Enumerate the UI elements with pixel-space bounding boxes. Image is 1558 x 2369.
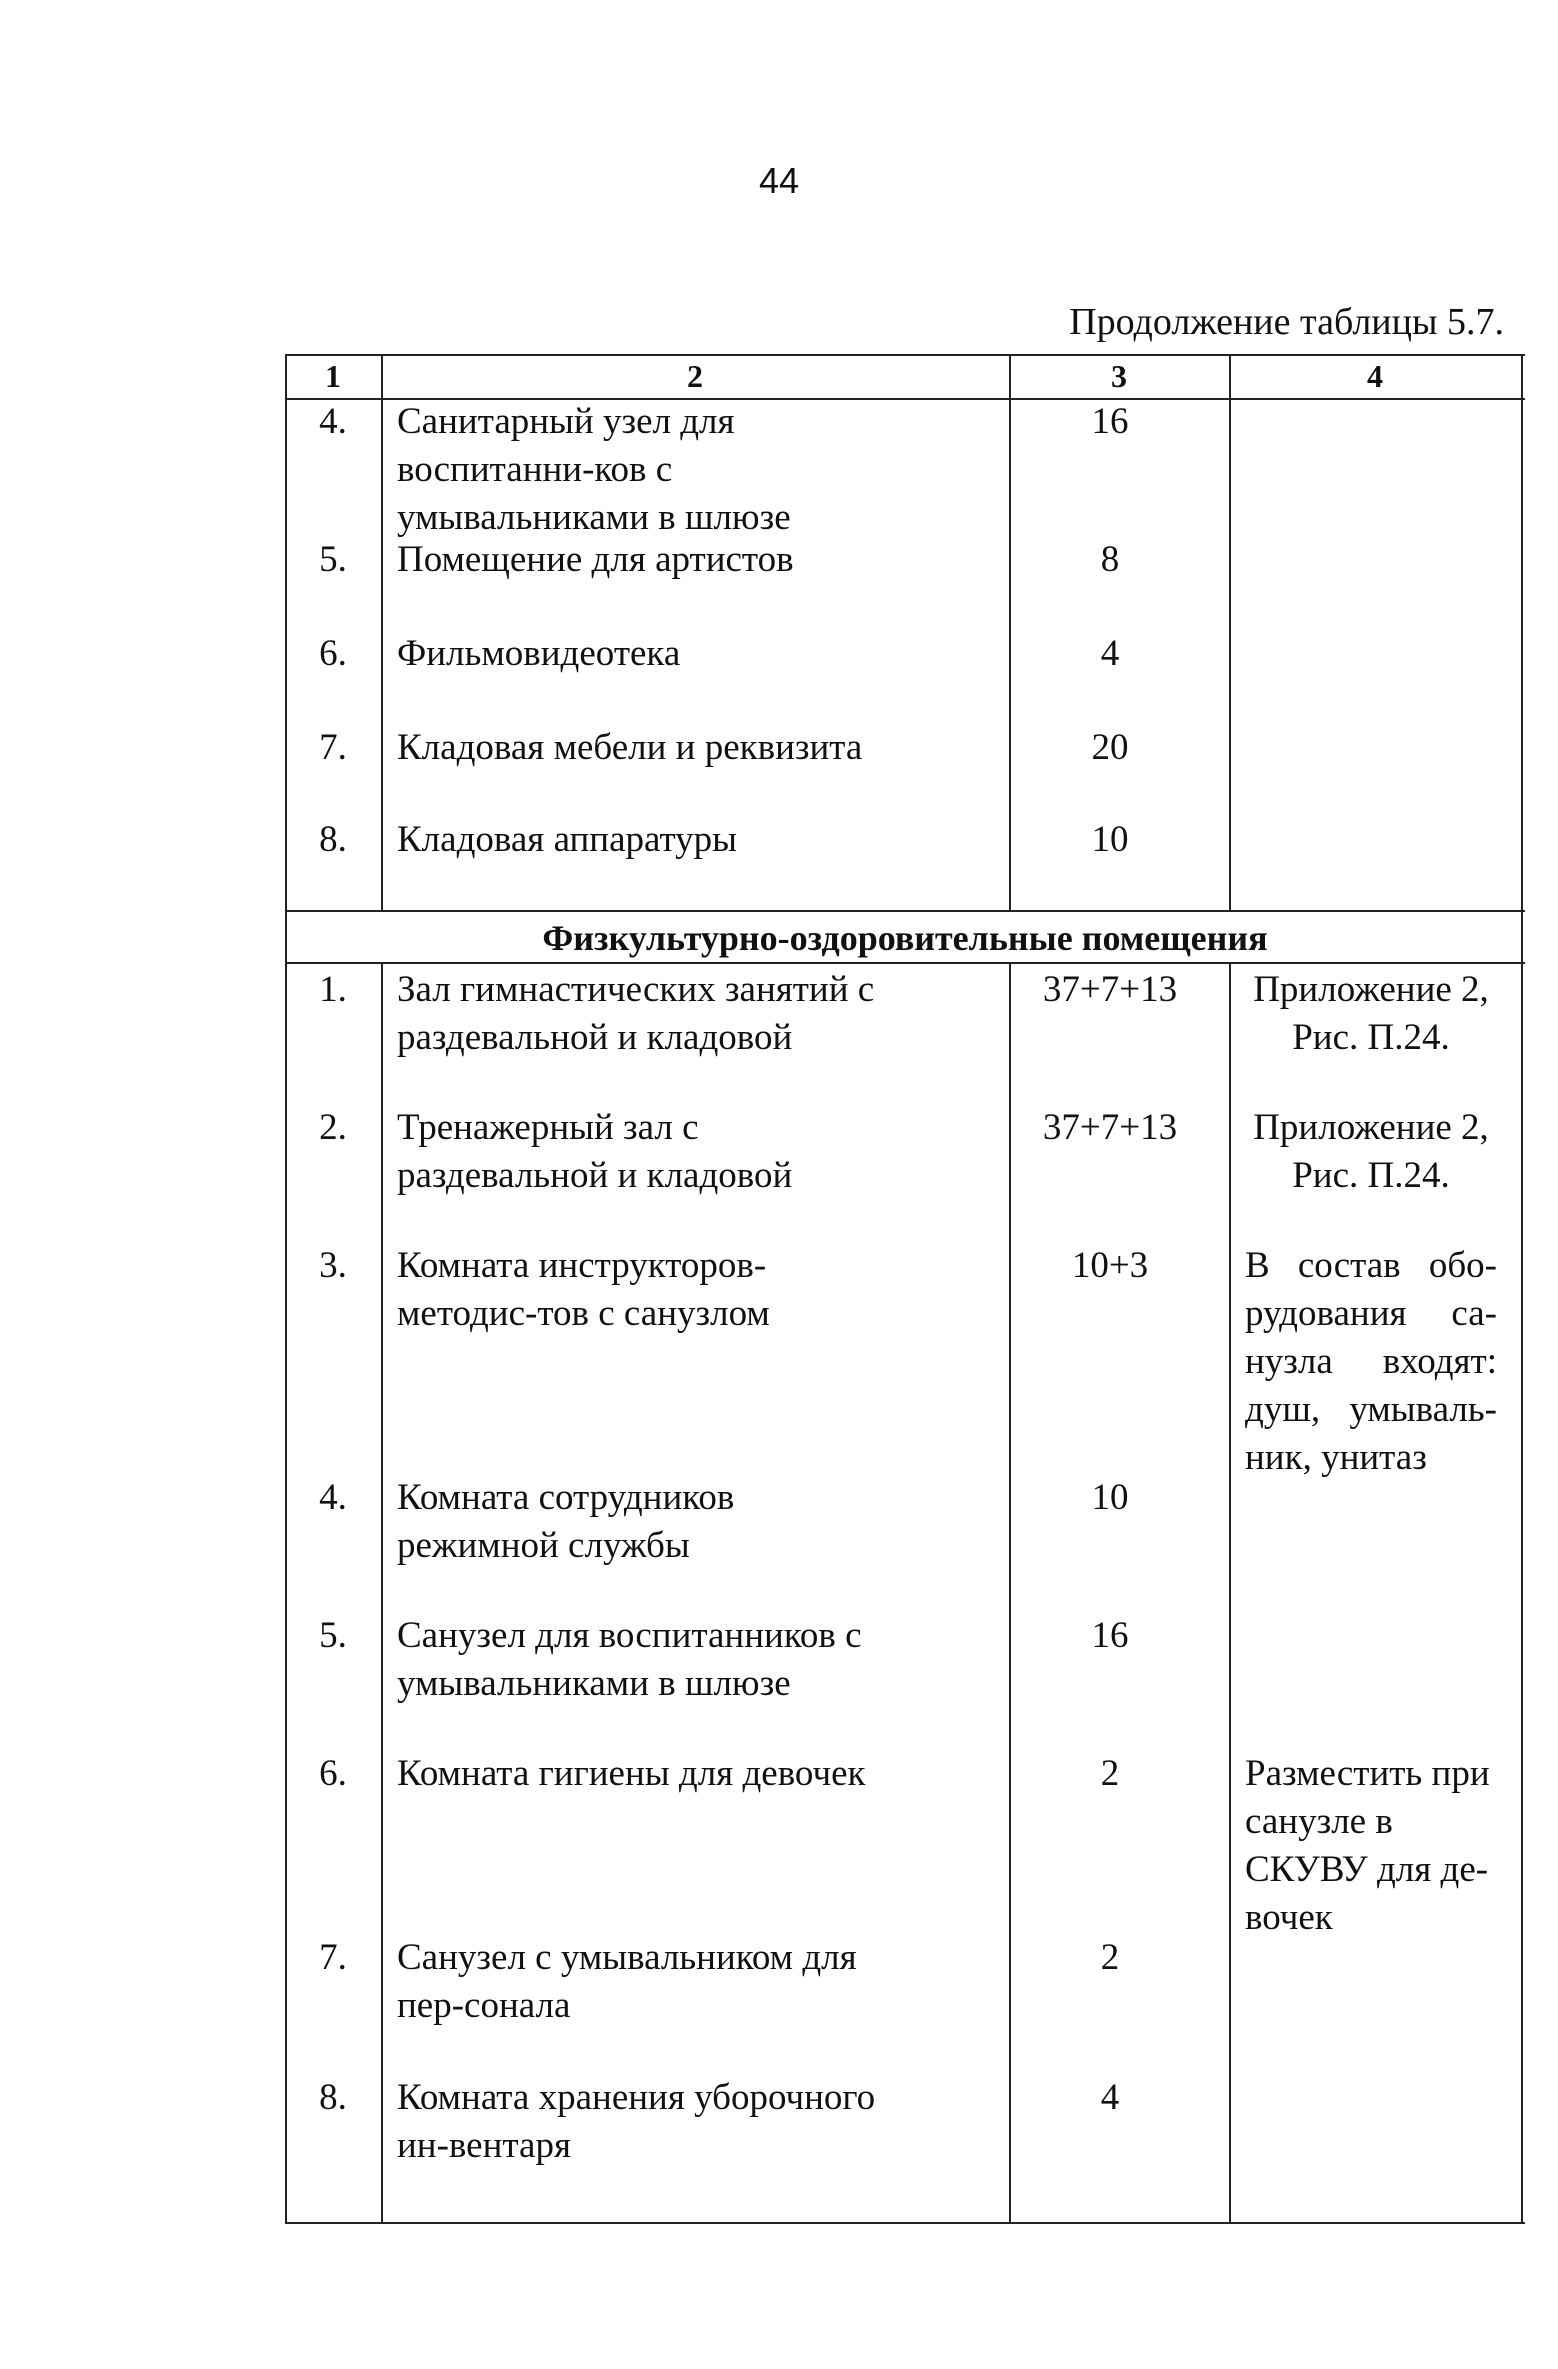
row-name: Санузел для воспитанников с умывальниками в шлюзе <box>397 1615 862 1704</box>
row-name: Кладовая мебели и реквизита <box>397 727 863 768</box>
row-number: 8. <box>319 2077 347 2118</box>
row-number: 6. <box>319 633 347 674</box>
row-number: 2. <box>319 1107 347 1148</box>
col1-divider-top <box>381 354 383 910</box>
table-caption: Продолжение таблицы 5.7. <box>1069 301 1504 343</box>
row-quantity: 37+7+13 <box>1042 969 1178 1010</box>
row-quantity: 16 <box>1091 401 1129 442</box>
table-bottom-border <box>285 2222 1525 2224</box>
row-quantity: 4 <box>1100 2077 1120 2118</box>
col2-divider-top <box>1009 354 1011 910</box>
row-note: Приложение 2, Рис. П.24. <box>1253 969 1489 1058</box>
section-top-border <box>285 910 1525 912</box>
row-number: 4. <box>319 1477 347 1518</box>
table-right-border <box>1521 354 1523 2224</box>
header-col-1: 1 <box>325 358 341 394</box>
row-quantity: 10 <box>1091 819 1129 860</box>
rooms-table <box>285 354 1525 2224</box>
row-name: Комната инструкторов-методис-тов с санузлом <box>397 1245 770 1334</box>
section-bottom-border <box>285 962 1525 964</box>
row-number: 5. <box>319 539 347 580</box>
row-number: 5. <box>319 1615 347 1656</box>
col3-divider-bottom <box>1229 962 1231 2224</box>
row-name: Тренажерный зал с раздевальной и кладовой <box>397 1107 793 1196</box>
section-title: Физкультурно-оздоровительные помещения <box>542 918 1268 958</box>
row-number: 7. <box>319 727 347 768</box>
header-col-3: 3 <box>1111 358 1127 394</box>
row-note: Разместить при санузле в СКУВУ для де-вочек <box>1245 1753 1490 1938</box>
page-number: 44 <box>758 160 800 201</box>
col2-divider-bottom <box>1009 962 1011 2224</box>
row-quantity: 10 <box>1091 1477 1129 1518</box>
row-name: Кладовая аппаратуры <box>397 819 738 860</box>
row-quantity: 20 <box>1091 727 1129 768</box>
row-number: 6. <box>319 1753 347 1794</box>
row-name: Комната гигиены для девочек <box>397 1753 866 1794</box>
row-note: В состав обо-рудования са-нузла входят: душ, умываль-ник, унитаз <box>1245 1245 1497 1478</box>
row-number: 1. <box>319 969 347 1010</box>
row-name: Зал гимнастических занятий с раздевальной и кладовой <box>397 969 875 1058</box>
row-number: 4. <box>319 401 347 442</box>
col3-divider-top <box>1229 354 1231 910</box>
col1-divider-bottom <box>381 962 383 2224</box>
row-number: 7. <box>319 1937 347 1978</box>
row-name: Санузел с умывальником для пер-сонала <box>397 1937 857 2026</box>
header-col-2: 2 <box>687 358 703 394</box>
row-quantity: 37+7+13 <box>1042 1107 1178 1148</box>
row-quantity: 10+3 <box>1071 1245 1149 1286</box>
row-number: 3. <box>319 1245 347 1286</box>
header-col-4: 4 <box>1367 358 1383 394</box>
row-note: Приложение 2, Рис. П.24. <box>1253 1107 1489 1196</box>
row-name: Комната хранения уборочного ин-вентаря <box>397 2077 876 2166</box>
row-quantity: 4 <box>1100 633 1120 674</box>
row-name: Фильмовидеотека <box>397 633 681 674</box>
row-quantity: 8 <box>1100 539 1120 580</box>
row-quantity: 2 <box>1100 1753 1120 1794</box>
row-name: Санитарный узел для воспитанни-ков с умывальниками в шлюзе <box>397 401 791 538</box>
row-name: Помещение для артистов <box>397 539 794 580</box>
row-number: 8. <box>319 819 347 860</box>
row-quantity: 2 <box>1100 1937 1120 1978</box>
row-quantity: 16 <box>1091 1615 1129 1656</box>
row-name: Комната сотрудников режимной службы <box>397 1477 735 1566</box>
